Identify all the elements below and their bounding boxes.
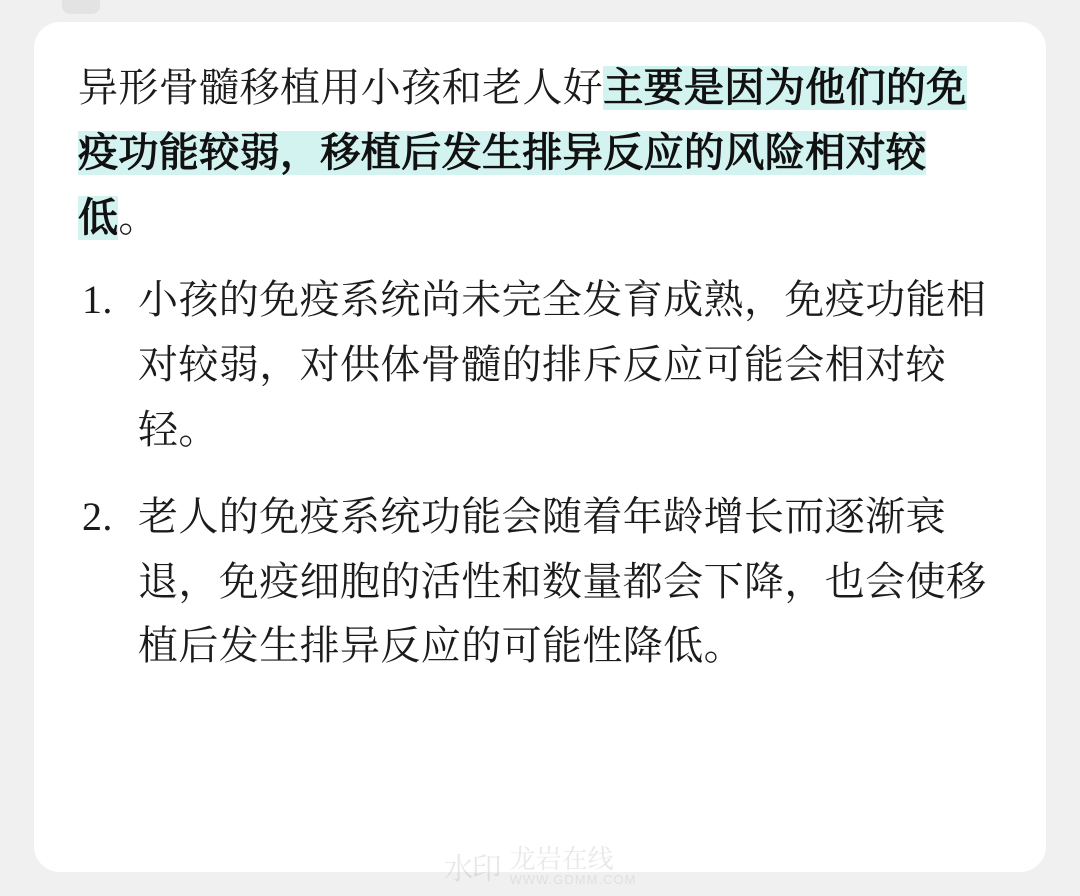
watermark-title: 龙岩在线 [509, 843, 614, 874]
lead-highlighted-text: 主要是因为他们的免疫功能较弱，移植后发生排异反应的风险相对较低 [78, 66, 967, 240]
points-list [78, 268, 1002, 679]
list-item-text: 小孩的免疫系统尚未完全发育成熟，免疫功能相对较弱，对供体骨髓的排斥反应可能会相对较轻。 [138, 278, 987, 452]
answer-card [34, 22, 1046, 872]
lead-paragraph [78, 56, 1002, 250]
lead-plain-suffix: 。 [118, 195, 159, 240]
watermark-subtitle: WWW.GDMM.COM [509, 871, 637, 887]
lead-plain-prefix: 异形骨髓移植用小孩和老人好 [78, 66, 604, 110]
list-item-text: 老人的免疫系统功能会随着年龄增长而逐渐衰退，免疫细胞的活性和数量都会下降，也会使移植后发生排异反应的可能性降低。 [138, 494, 987, 669]
top-strip [0, 0, 1080, 22]
watermark-logo-icon: 水印 [443, 852, 500, 887]
screen-notch-nub [62, 0, 100, 14]
list-item [78, 268, 1002, 462]
list-item [78, 485, 1002, 679]
